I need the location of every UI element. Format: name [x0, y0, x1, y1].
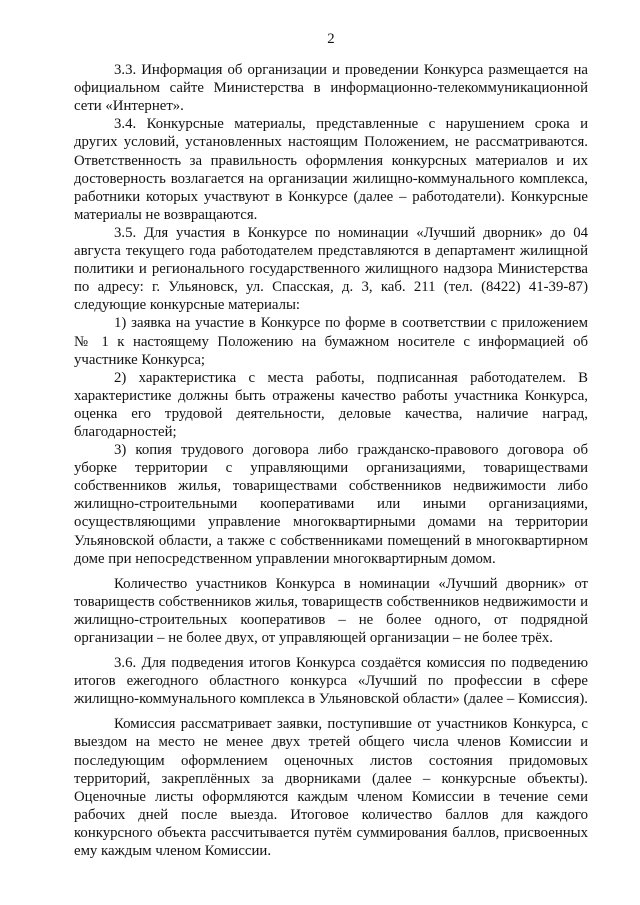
paragraph-3-5: 3.5. Для участия в Конкурсе по номинации «Лучший дворник» до 04 августа текущего года работодателем представляются в департамент жилищной политики и регионального государственного жилищного надзора Министерства по адресу: г. Ульяновск, ул. Спасская, д. 3, каб. 211 (тел. (8422) 41-39-87) следующие конкурсные материалы: — [74, 224, 588, 314]
paragraph-commission: Комиссия рассматривает заявки, поступившие от участников Конкурса, с выездом на место не менее двух третей общего числа членов Комиссии и последующим оформлением оценочных листов состояния придомовых территорий, закреплённых за дворниками (далее – конкурсные объекты). Оценочные листы оформляются каждым членом Комиссии в течение семи рабочих дней после выезда. Итоговое количество баллов для каждого конкурсного объекта рассчитывается путём суммирования баллов, присвоенных ему каждым членом Комиссии. — [74, 716, 588, 860]
paragraph-participants-count: Количество участников Конкурса в номинации «Лучший дворник» от товариществ собственников жилья, товариществ собственников недвижимости и жилищно-строительных кооперативов – не более одного, от подрядной организации – не более двух, от управляющей организации – не более трёх. — [74, 575, 588, 646]
list-item-2: 2) характеристика с места работы, подписанная работодателем. В характеристике должны быть отражены качество работы участника Конкурса, оценка его трудовой деятельности, деловые качества, наличие наград, благодарностей; — [74, 369, 588, 440]
paragraph-3-4: 3.4. Конкурсные материалы, представленные с нарушением срока и других условий, установленных настоящим Положением, не рассматриваются. Ответственность за правильность оформления конкурсных материалов и их достоверность возлагается на организации жилищно-коммунального комплекса, работники которых участвуют в Конкурсе (далее – работодатели). Конкурсные материалы не возвращаются. — [74, 116, 588, 223]
list-item-1: 1) заявка на участие в Конкурсе по форме в соответствии с приложением № 1 к настоящему Положению на бумажном носителе с информацией об участнике Конкурса; — [74, 315, 588, 368]
page-number: 2 — [327, 31, 335, 47]
list-item-3: 3) копия трудового договора либо гражданско-правового договора об уборке территории с управляющими организациями, товариществами собственников жилья, товариществами собственников недвижимости либо жилищно-строительными кооперативами или иными организациями, осуществляющими управление многоквартирными домами на территории Ульяновской области, а также с собственниками помещений в многоквартирном доме при непосредственном управлении многоквартирным домом. — [74, 442, 588, 567]
paragraph-3-6: 3.6. Для подведения итогов Конкурса создаётся комиссия по подведению итогов ежегодного областного конкурса «Лучший по профессии в сфере жилищно-коммунального комплекса в Ульяновской области» (далее – Комиссия). — [74, 655, 588, 708]
document-page — [74, 30, 588, 860]
paragraph-3-3: 3.3. Информация об организации и проведении Конкурса размещается на официальном сайте Министерства в информационно-телекоммуникационной сети «Интернет». — [74, 62, 588, 115]
